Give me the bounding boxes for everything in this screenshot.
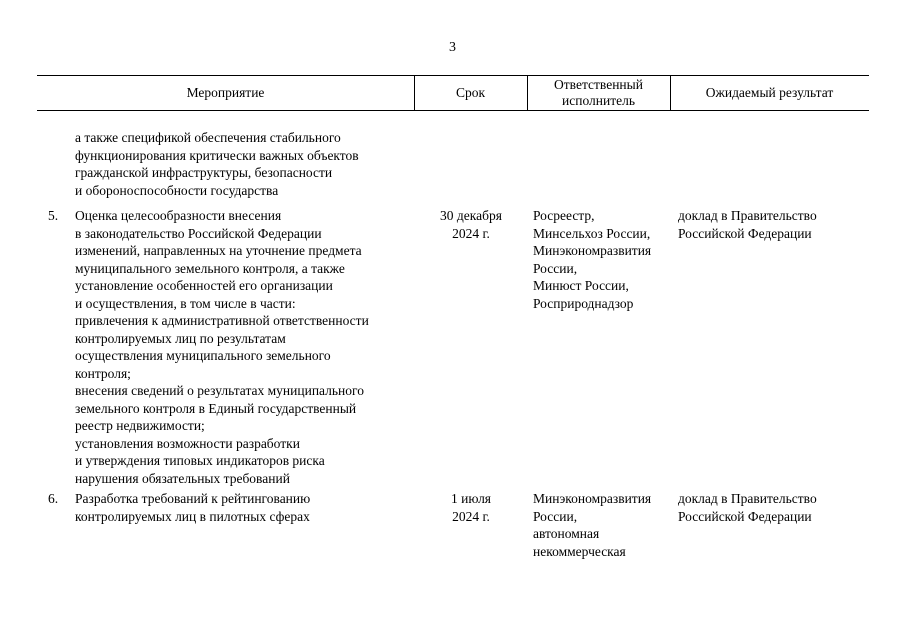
header-result: Ожидаемый результат xyxy=(705,85,834,100)
header-responsible: Ответственный исполнитель xyxy=(554,77,643,108)
row-deadline: 30 декабря 2024 г. xyxy=(440,208,502,241)
row-responsible: Минэкономразвития России, автономная некоммерческая xyxy=(533,491,652,559)
page-number: 3 xyxy=(449,40,456,55)
row-number: 6. xyxy=(48,491,59,506)
continuation-activity: а также спецификой обеспечения стабильного функционирования критически важных объектов гражданской инфраструктуры, безопасности и обороноспособности государства xyxy=(75,130,359,198)
header-deadline: Срок xyxy=(455,85,486,100)
row-number: 5. xyxy=(48,208,59,223)
row-responsible: Росреестр, Минсельхоз России, Минэкономразвития России, Минюст России, Росприроднадзор xyxy=(533,208,652,311)
row-deadline: 1 июля 2024 г. xyxy=(450,491,492,524)
header-activity: Мероприятие xyxy=(186,85,265,100)
row-activity: Оценка целесообразности внесения в законодательство Российской Федерации изменений, направленных на уточнение предмета муниципального земельного контроля, а также установление особенностей его организации и осуществления, в том числе в части: привлечения к административной ответственности контролируемых лиц по результатам осуществления муниципального земельного контроля; внесения сведений о результатах муниципального земельного контроля в Единый государственный реестр недвижимости; установления возможности разработки и утверждения типовых индикаторов риска нарушения обязательных требований xyxy=(75,208,369,486)
row-result: доклад в Правительство Российской Федерации xyxy=(678,208,817,241)
row-result: доклад в Правительство Российской Федерации xyxy=(678,491,817,524)
row-activity: Разработка требований к рейтингованию контролируемых лиц в пилотных сферах xyxy=(75,491,311,524)
table-header-bottom-rule xyxy=(37,110,869,111)
